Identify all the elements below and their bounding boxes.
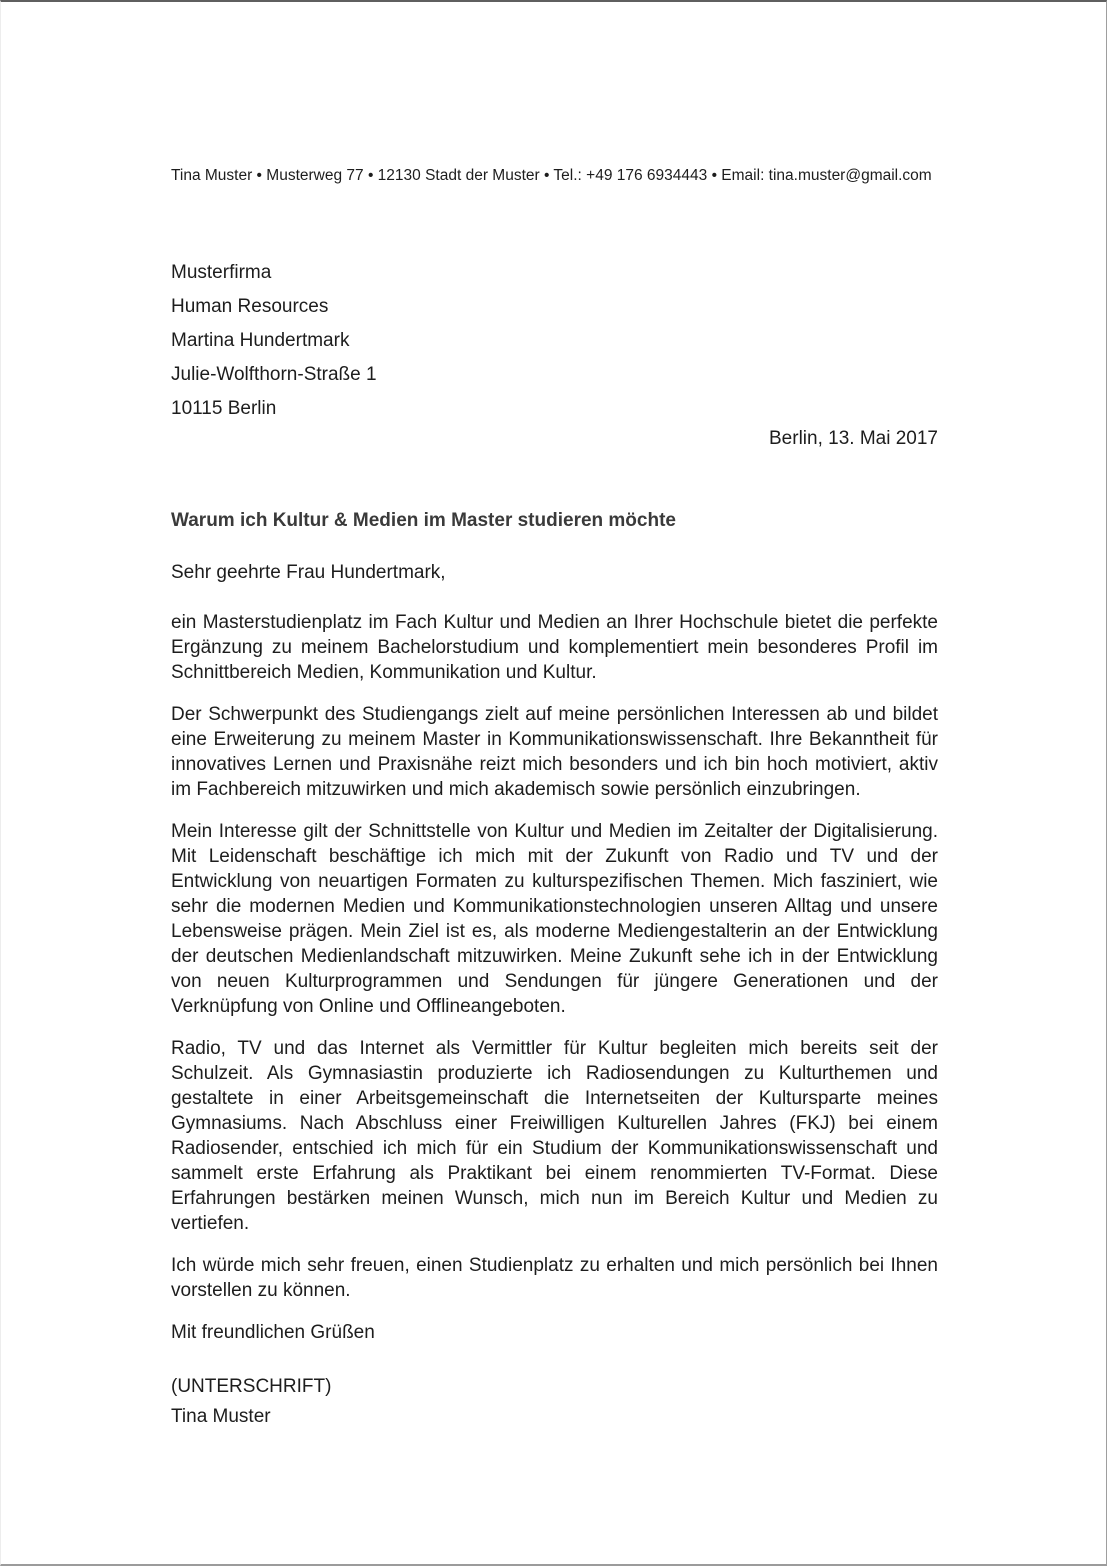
recipient-address-block (171, 256, 938, 426)
letter-content (171, 2, 938, 1432)
recipient-department: Human Resources (171, 296, 329, 317)
signature-block (171, 1372, 938, 1432)
body-paragraph-3: Mein Interesse gilt der Schnittstelle von Kultur und Medien im Zeitalter der Digitalisierung. Mit Leidenschaft beschäftige ich mich mit der Zukunft von Radio und TV und der Entwicklung von neuartigen Formaten zu kulturspezifischen Themen. Mich fasziniert, wie sehr die modernen Medien und Kommunikationstechnologien unseren Alltag und unsere Lebensweise prägen. Mein Ziel ist es, als moderne Mediengestalterin an der Entwicklung der deutschen Medienlandschaft mitzuwirken. Meine Zukunft sehe ich in der Entwicklung von neuen Kulturprogrammen und Sendungen für jüngere Generationen und der Verknüpfung von Online und Offlineangeboten. (171, 821, 938, 1017)
sender-contact-line: Tina Muster • Musterweg 77 • 12130 Stadt der Muster • Tel.: +49 176 6934443 • Email: tina.muster@gmail.com (171, 167, 932, 184)
date-line: Berlin, 13. Mai 2017 (769, 428, 938, 449)
body-paragraph-4: Radio, TV und das Internet als Vermittler für Kultur begleiten mich bereits seit der Schulzeit. Als Gymnasiastin produzierte ich Radiosendungen zu Kulturthemen und gestaltete in einer Arbeitsgemeinschaft die Internetseiten der Kultursparte meines Gymnasiums. Nach Abschluss einer Freiwilligen Kulturellen Jahres (FKJ) bei einem Radiosender, entschied ich mich für ein Studium der Kommunikationswissenschaft und sammelt erste Erfahrung als Praktikant bei einem renommierten TV-Format. Diese Erfahrungen bestärken meinen Wunsch, mich nun im Bereich Kultur und Medien zu vertiefen. (171, 1038, 938, 1234)
signature-placeholder: (UNTERSCHRIFT) (171, 1376, 332, 1397)
subject-line: Warum ich Kultur & Medien im Master studieren möchte (171, 510, 676, 531)
closing-formula: Mit freundlichen Grüßen (171, 1322, 375, 1343)
signature-name: Tina Muster (171, 1406, 271, 1427)
recipient-city: 10115 Berlin (171, 398, 277, 419)
recipient-company: Musterfirma (171, 262, 272, 283)
body-paragraph-1: ein Masterstudienplatz im Fach Kultur und Medien an Ihrer Hochschule bietet die perfekte Ergänzung zu meinem Bachelorstudium und komplementiert mein besonderes Profil im Schnittbereich Medien, Kommunikation und Kultur. (171, 612, 938, 683)
recipient-contact-person: Martina Hundertmark (171, 330, 350, 351)
body-paragraph-5: Ich würde mich sehr freuen, einen Studienplatz zu erhalten und mich persönlich bei Ihnen vorstellen zu können. (171, 1255, 938, 1301)
body-paragraph-2: Der Schwerpunkt des Studiengangs zielt auf meine persönlichen Interessen ab und bildet eine Erweiterung zu meinem Master in Kommunikationswissenschaft. Ihre Bekanntheit für innovatives Lernen und Praxisnähe reizt mich besonders und ich bin hoch motiviert, aktiv im Fachbereich mitzuwirken und mich akademisch sowie persönlich einzubringen. (171, 704, 938, 800)
salutation: Sehr geehrte Frau Hundertmark, (171, 562, 446, 583)
recipient-street: Julie-Wolfthorn-Straße 1 (171, 364, 377, 385)
